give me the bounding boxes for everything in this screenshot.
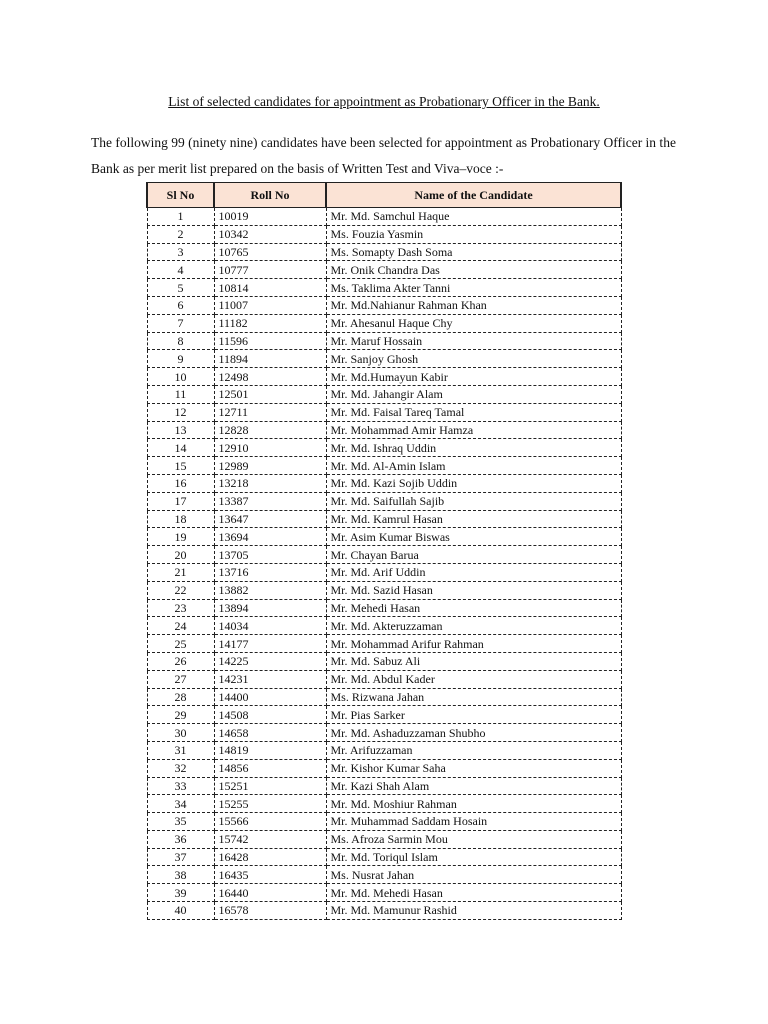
- sl-no-cell: 13: [147, 421, 214, 439]
- candidate-name-cell: Mr. Md. Moshiur Rahman: [326, 795, 621, 813]
- roll-no-cell: 14508: [214, 706, 326, 724]
- table-row: [147, 261, 621, 279]
- roll-no-cell: 16435: [214, 866, 326, 884]
- roll-no-cell: 14819: [214, 741, 326, 759]
- candidate-name-cell: Mr. Md.Nahianur Rahman Khan: [326, 296, 621, 314]
- sl-no-cell: 3: [147, 243, 214, 261]
- roll-no-cell: 14400: [214, 688, 326, 706]
- candidate-name-cell: Mr. Mohammad Arifur Rahman: [326, 635, 621, 653]
- sl-no-cell: 9: [147, 350, 214, 368]
- roll-no-cell: 13218: [214, 474, 326, 492]
- table-row: [147, 902, 621, 920]
- table-row: [147, 546, 621, 564]
- table-row: [147, 421, 621, 439]
- roll-no-cell: 15742: [214, 830, 326, 848]
- sl-no-cell: 7: [147, 314, 214, 332]
- roll-no-cell: 15566: [214, 813, 326, 831]
- candidate-name-cell: Mr. Md. Mehedi Hasan: [326, 884, 621, 902]
- table-row: [147, 670, 621, 688]
- candidate-name-cell: Ms. Somapty Dash Soma: [326, 243, 621, 261]
- sl-no-cell: 16: [147, 474, 214, 492]
- header-row: [147, 183, 621, 208]
- candidate-name-cell: Mr. Md. Kazi Sojib Uddin: [326, 474, 621, 492]
- sl-no-cell: 31: [147, 741, 214, 759]
- sl-no-cell: 27: [147, 670, 214, 688]
- candidate-name-cell: Mr. Muhammad Saddam Hosain: [326, 813, 621, 831]
- table-row: [147, 296, 621, 314]
- candidate-name-cell: Ms. Nusrat Jahan: [326, 866, 621, 884]
- table-row: [147, 279, 621, 297]
- table-row: [147, 510, 621, 528]
- sl-no-cell: 14: [147, 439, 214, 457]
- table-row: [147, 385, 621, 403]
- roll-no-cell: 10019: [214, 208, 326, 226]
- roll-no-cell: 12989: [214, 457, 326, 475]
- sl-no-cell: 26: [147, 652, 214, 670]
- sl-no-cell: 4: [147, 261, 214, 279]
- roll-no-cell: 12498: [214, 368, 326, 386]
- sl-no-cell: 37: [147, 848, 214, 866]
- candidate-name-cell: Mr. Chayan Barua: [326, 546, 621, 564]
- roll-no-cell: 16428: [214, 848, 326, 866]
- candidate-name-cell: Mr. Sanjoy Ghosh: [326, 350, 621, 368]
- roll-no-cell: 13647: [214, 510, 326, 528]
- roll-no-cell: 13882: [214, 581, 326, 599]
- candidate-name-cell: Mr. Ahesanul Haque Chy: [326, 314, 621, 332]
- candidate-name-cell: Mr. Asim Kumar Biswas: [326, 528, 621, 546]
- candidate-name-cell: Mr. Md. Samchul Haque: [326, 208, 621, 226]
- roll-no-cell: 10342: [214, 225, 326, 243]
- sl-no-cell: 15: [147, 457, 214, 475]
- roll-no-cell: 10765: [214, 243, 326, 261]
- roll-no-cell: 14177: [214, 635, 326, 653]
- candidate-name-cell: Mr. Md. Sabuz Ali: [326, 652, 621, 670]
- candidate-name-cell: Mr. Md. Al-Amin Islam: [326, 457, 621, 475]
- candidate-name-cell: Mr. Md. Mamunur Rashid: [326, 902, 621, 920]
- table-row: [147, 830, 621, 848]
- table-row: [147, 332, 621, 350]
- candidate-name-cell: Mr. Md. Toriqul Islam: [326, 848, 621, 866]
- candidate-name-cell: Mr. Md. Kamrul Hasan: [326, 510, 621, 528]
- candidate-name-cell: Ms. Afroza Sarmin Mou: [326, 830, 621, 848]
- sl-no-cell: 17: [147, 492, 214, 510]
- table-row: [147, 813, 621, 831]
- candidate-name-cell: Mr. Pias Sarker: [326, 706, 621, 724]
- candidate-name-cell: Mr. Mohammad Amir Hamza: [326, 421, 621, 439]
- candidate-name-cell: Mr. Kishor Kumar Saha: [326, 759, 621, 777]
- candidate-name-cell: Mr. Md. Arif Uddin: [326, 563, 621, 581]
- table-row: [147, 528, 621, 546]
- sl-no-cell: 34: [147, 795, 214, 813]
- table-row: [147, 866, 621, 884]
- sl-no-cell: 29: [147, 706, 214, 724]
- table-row: [147, 243, 621, 261]
- sl-no-cell: 33: [147, 777, 214, 795]
- table-row: [147, 368, 621, 386]
- table-row: [147, 688, 621, 706]
- candidate-name-cell: Ms. Taklima Akter Tanni: [326, 279, 621, 297]
- sl-no-cell: 22: [147, 581, 214, 599]
- roll-no-cell: 13705: [214, 546, 326, 564]
- table-row: [147, 759, 621, 777]
- table-row: [147, 225, 621, 243]
- roll-no-cell: 12910: [214, 439, 326, 457]
- table-row: [147, 652, 621, 670]
- roll-no-cell: 16440: [214, 884, 326, 902]
- candidate-name-cell: Mr. Md. Saifullah Sajib: [326, 492, 621, 510]
- table-row: [147, 741, 621, 759]
- sl-no-cell: 19: [147, 528, 214, 546]
- header-roll-no: Roll No: [214, 183, 326, 208]
- table-row: [147, 581, 621, 599]
- roll-no-cell: 12711: [214, 403, 326, 421]
- table-row: [147, 599, 621, 617]
- roll-no-cell: 14658: [214, 724, 326, 742]
- table-row: [147, 706, 621, 724]
- sl-no-cell: 40: [147, 902, 214, 920]
- table-row: [147, 563, 621, 581]
- roll-no-cell: 14856: [214, 759, 326, 777]
- sl-no-cell: 32: [147, 759, 214, 777]
- candidate-name-cell: Ms. Fouzia Yasmin: [326, 225, 621, 243]
- table-row: [147, 635, 621, 653]
- candidate-name-cell: Mr. Md.Humayun Kabir: [326, 368, 621, 386]
- roll-no-cell: 14034: [214, 617, 326, 635]
- table-row: [147, 457, 621, 475]
- sl-no-cell: 2: [147, 225, 214, 243]
- sl-no-cell: 23: [147, 599, 214, 617]
- roll-no-cell: 10777: [214, 261, 326, 279]
- candidate-name-cell: Mr. Md. Faisal Tareq Tamal: [326, 403, 621, 421]
- sl-no-cell: 12: [147, 403, 214, 421]
- table-row: [147, 617, 621, 635]
- table-row: [147, 439, 621, 457]
- sl-no-cell: 6: [147, 296, 214, 314]
- intro-paragraph: The following 99 (ninety nine) candidates have been selected for appointment as Probationary Officer in the Bank as per merit list prepared on the basis of Written Test and Viva–voce :-: [91, 135, 676, 176]
- table-row: [147, 884, 621, 902]
- candidate-name-cell: Mr. Md. Ashaduzzaman Shubho: [326, 724, 621, 742]
- roll-no-cell: 14225: [214, 652, 326, 670]
- candidate-name-cell: Mr. Kazi Shah Alam: [326, 777, 621, 795]
- table-header: [147, 183, 621, 208]
- roll-no-cell: 15255: [214, 795, 326, 813]
- roll-no-cell: 16578: [214, 902, 326, 920]
- sl-no-cell: 11: [147, 385, 214, 403]
- document-title: List of selected candidates for appointment as Probationary Officer in the Bank.: [168, 94, 600, 109]
- roll-no-cell: 13716: [214, 563, 326, 581]
- candidates-table: [146, 182, 622, 920]
- candidate-name-cell: Mr. Md. Akteruzzaman: [326, 617, 621, 635]
- sl-no-cell: 25: [147, 635, 214, 653]
- table-body: [147, 208, 621, 920]
- sl-no-cell: 20: [147, 546, 214, 564]
- candidate-name-cell: Ms. Rizwana Jahan: [326, 688, 621, 706]
- header-candidate-name: Name of the Candidate: [326, 183, 621, 208]
- table-row: [147, 208, 621, 226]
- table-row: [147, 848, 621, 866]
- table-row: [147, 777, 621, 795]
- sl-no-cell: 28: [147, 688, 214, 706]
- sl-no-cell: 18: [147, 510, 214, 528]
- sl-no-cell: 8: [147, 332, 214, 350]
- sl-no-cell: 24: [147, 617, 214, 635]
- candidate-name-cell: Mr. Md. Ishraq Uddin: [326, 439, 621, 457]
- sl-no-cell: 38: [147, 866, 214, 884]
- sl-no-cell: 36: [147, 830, 214, 848]
- table-row: [147, 492, 621, 510]
- candidate-name-cell: Mr. Md. Jahangir Alam: [326, 385, 621, 403]
- sl-no-cell: 5: [147, 279, 214, 297]
- candidate-name-cell: Mr. Md. Abdul Kader: [326, 670, 621, 688]
- roll-no-cell: 13387: [214, 492, 326, 510]
- sl-no-cell: 21: [147, 563, 214, 581]
- roll-no-cell: 11007: [214, 296, 326, 314]
- roll-no-cell: 14231: [214, 670, 326, 688]
- table-row: [147, 314, 621, 332]
- table-row: [147, 724, 621, 742]
- candidate-name-cell: Mr. Arifuzzaman: [326, 741, 621, 759]
- sl-no-cell: 30: [147, 724, 214, 742]
- header-sl-no: Sl No: [147, 183, 214, 208]
- roll-no-cell: 12828: [214, 421, 326, 439]
- roll-no-cell: 11596: [214, 332, 326, 350]
- roll-no-cell: 13894: [214, 599, 326, 617]
- sl-no-cell: 10: [147, 368, 214, 386]
- candidate-name-cell: Mr. Mehedi Hasan: [326, 599, 621, 617]
- roll-no-cell: 15251: [214, 777, 326, 795]
- roll-no-cell: 10814: [214, 279, 326, 297]
- table-row: [147, 403, 621, 421]
- roll-no-cell: 12501: [214, 385, 326, 403]
- roll-no-cell: 13694: [214, 528, 326, 546]
- sl-no-cell: 35: [147, 813, 214, 831]
- roll-no-cell: 11894: [214, 350, 326, 368]
- table-row: [147, 350, 621, 368]
- sl-no-cell: 1: [147, 208, 214, 226]
- candidate-name-cell: Mr. Maruf Hossain: [326, 332, 621, 350]
- table-row: [147, 795, 621, 813]
- sl-no-cell: 39: [147, 884, 214, 902]
- table-row: [147, 474, 621, 492]
- candidate-name-cell: Mr. Md. Sazid Hasan: [326, 581, 621, 599]
- candidate-name-cell: Mr. Onik Chandra Das: [326, 261, 621, 279]
- roll-no-cell: 11182: [214, 314, 326, 332]
